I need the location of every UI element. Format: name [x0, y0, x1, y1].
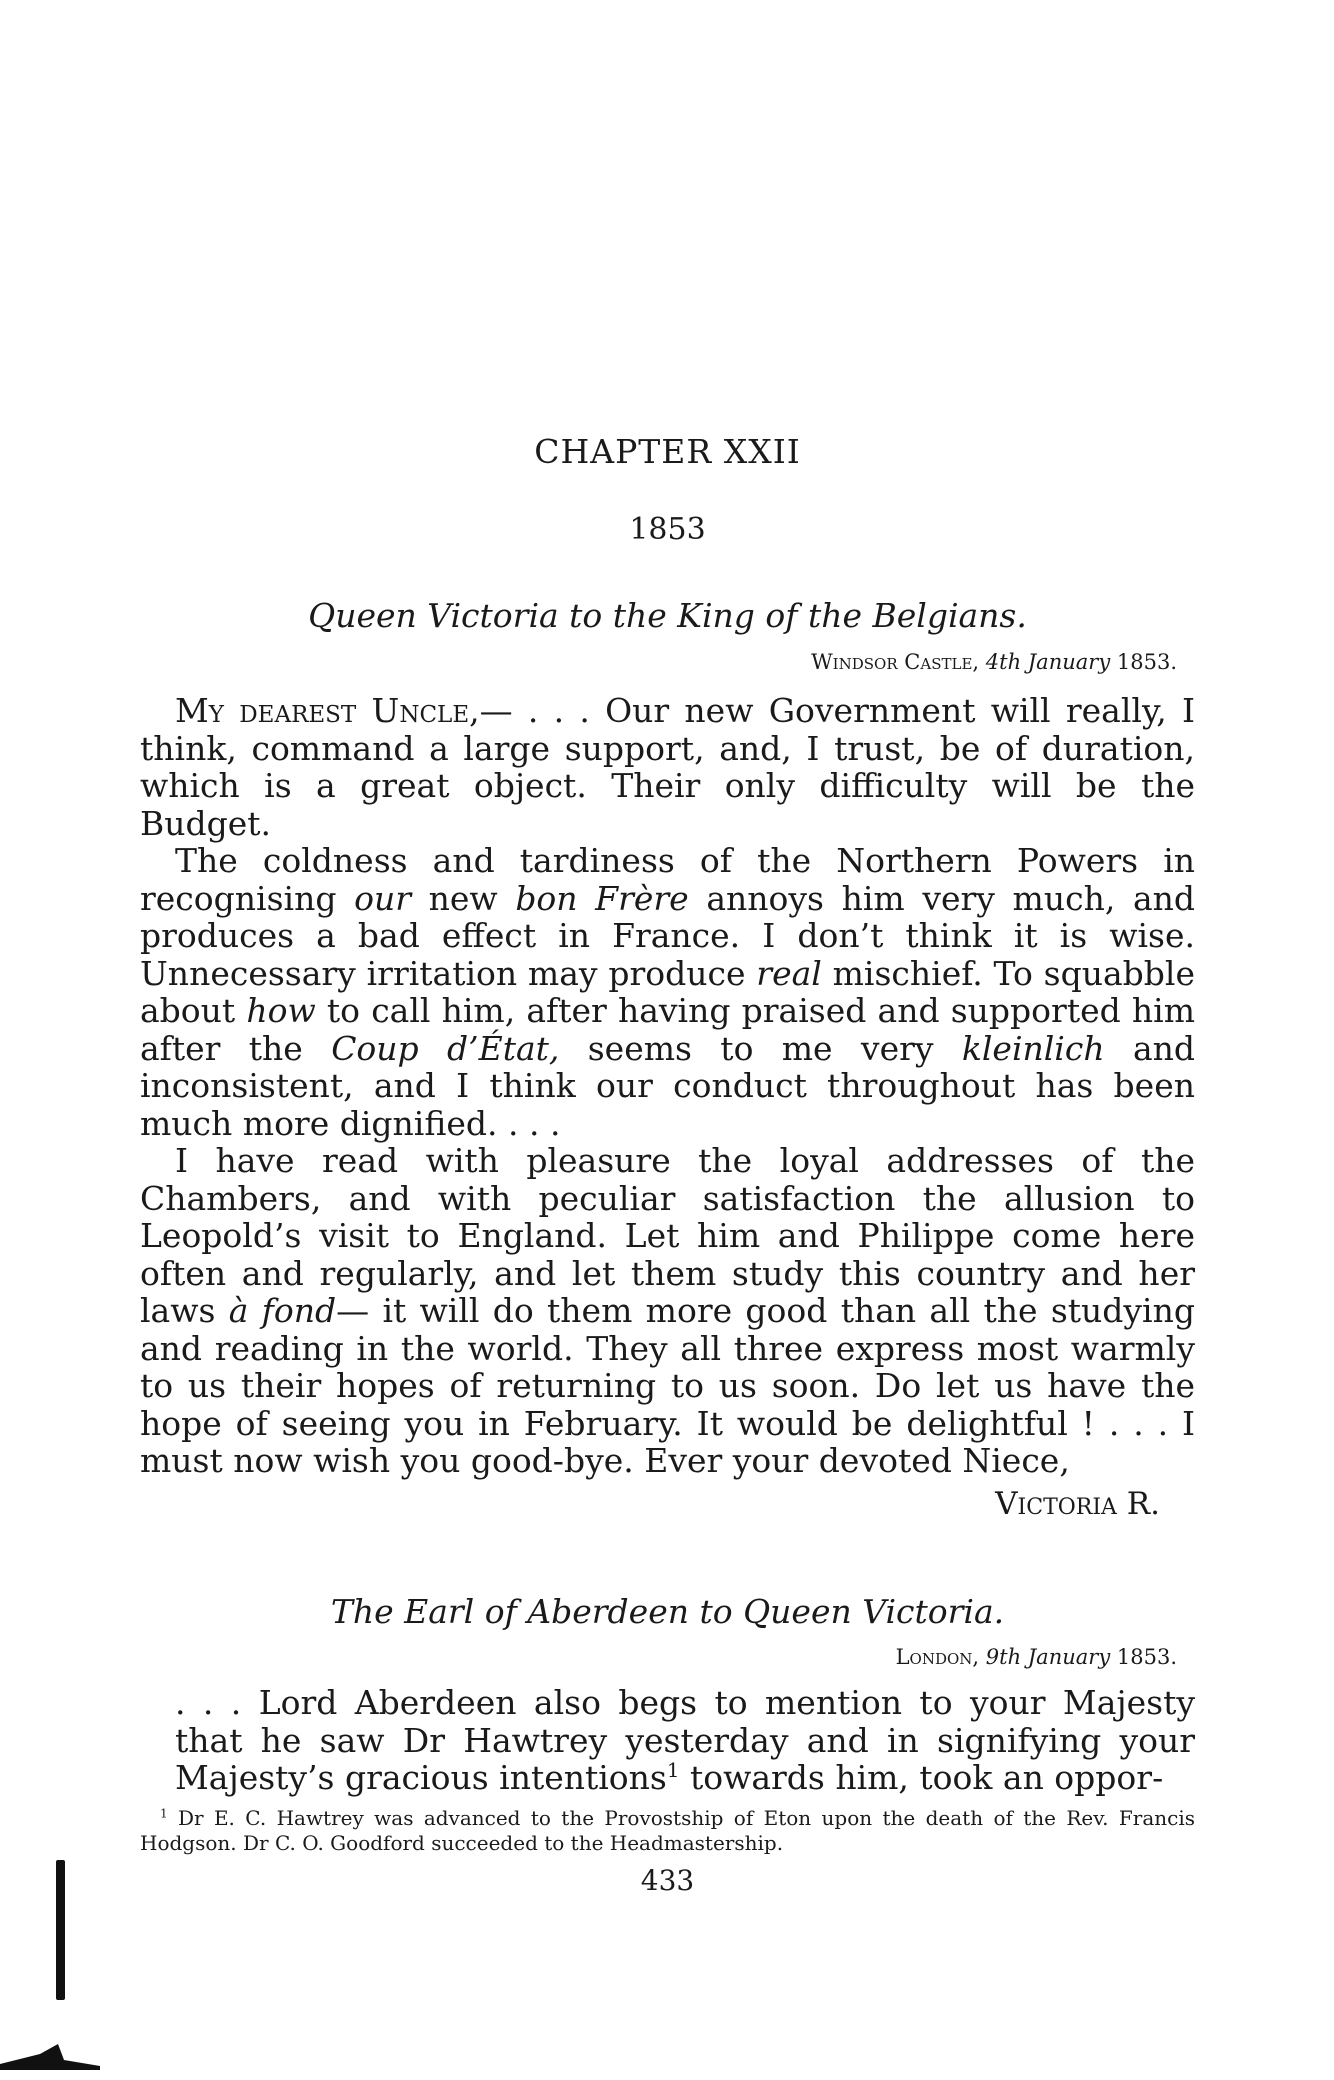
- signature-name: Victoria: [995, 1486, 1117, 1522]
- letter1-p2-text-d: mischief. To squabble about: [140, 953, 1195, 1030]
- letter1-salutation: My dearest Uncle,: [175, 691, 480, 730]
- letter2-date-year: 1853.: [1116, 1645, 1177, 1669]
- letter1-p2-text-f: seems to me very: [587, 1028, 934, 1068]
- footnote-text: Dr E. C. Hawtrey was advanced to the Provostship of Eton upon the death of the Rev. Francis Hodgson. Dr C. O. Goodford succeeded to the Headmastership.: [140, 1806, 1195, 1855]
- letter1-p2-coup: Coup d’État,: [331, 1028, 560, 1068]
- letter1-paragraph-3: [140, 1142, 1195, 1480]
- letter1-date-year: 1853.: [1116, 650, 1177, 674]
- letter1-place: Windsor Castle,: [811, 650, 980, 674]
- letter1-p2-our: our: [354, 878, 411, 918]
- signature-initial: R.: [1126, 1486, 1160, 1522]
- scan-edge-mark: [56, 1860, 65, 2000]
- letter1-p2-text-c: annoys him very much, and produces a bad effect in France. I don’t think it is wise. Unnecessary irritation may produce: [140, 878, 1195, 993]
- letter1-p2-text-g: and inconsistent, and I think our conduct throughout has been much more dignified. . . .: [140, 1028, 1195, 1143]
- letter1-p2-real: real: [756, 953, 822, 993]
- letter1-p3-a-fond: à fond: [228, 1291, 337, 1330]
- letter2-heading: The Earl of Aberdeen to Queen Victoria.: [330, 1592, 1005, 1631]
- letter1-body: [140, 692, 1195, 1480]
- page-number: 433: [640, 1864, 695, 1897]
- letter2-dateline: [140, 1645, 1195, 1669]
- letter2-body: [140, 1684, 1195, 1797]
- letter1-heading: Queen Victoria to the King of the Belgians.: [308, 596, 1027, 635]
- footnote-reference: 1: [666, 1759, 680, 1782]
- letter2-paragraph-1: [140, 1684, 1195, 1797]
- chapter-year: 1853: [629, 512, 706, 547]
- letter1-p3-text-b: — it will do them more good than all the studying and reading in the world. They all three express most warmly to us their hopes of returning to us soon. Do let us have the hope of seeing you in February. It would be delightful ! . . . I must now wish you good-bye. Ever your devoted Niece,: [140, 1291, 1195, 1480]
- letter1-p2-kleinlich: kleinlich: [961, 1028, 1105, 1068]
- letter1-paragraph-1: [140, 692, 1195, 842]
- scan-corner-mark: [0, 2040, 100, 2070]
- letter1-p2-bon-frere: bon Frère: [515, 878, 689, 918]
- letter1-p1-text: — . . . Our new Government will really, I think, command a large support, and, I trust, be of duration, which is a great object. Their only difficulty will be the Budget.: [140, 691, 1195, 843]
- letter1-p2-text-b: new: [428, 878, 498, 918]
- letter1-signature: [140, 1486, 1195, 1522]
- letter1-p2-text-a: The coldness and tardiness of the Northern Powers in recognising: [140, 841, 1195, 918]
- footnote-marker: 1: [160, 1806, 168, 1821]
- letter2-p1-text-b: towards him, took an oppor-: [689, 1758, 1164, 1797]
- letter1-paragraph-2: [140, 842, 1195, 1142]
- letter1-dateline: [140, 650, 1195, 674]
- letter2-place: London,: [895, 1645, 980, 1669]
- footnote: [140, 1806, 1195, 1856]
- chapter-title: CHAPTER XXII: [534, 432, 801, 471]
- letter2-date-day: 9th January: [985, 1645, 1111, 1669]
- letter1-p2-text-e: to call him, after having praised and supported him after the: [140, 991, 1195, 1068]
- letter1-p2-how: how: [246, 991, 316, 1030]
- letter1-date-day: 4th January: [985, 650, 1111, 674]
- letter1-p3-text-a: I have read with pleasure the loyal addresses of the Chambers, and with peculiar satisfaction the allusion to Leopold’s visit to England. Let him and Philippe come here often and regularly, and let them study this country and her laws: [140, 1141, 1195, 1330]
- letter2-p1-text-a: . . . Lord Aberdeen also begs to mention to your Majesty that he saw Dr Hawtrey yesterday and in signifying your Majesty’s gracious intentions: [175, 1683, 1195, 1797]
